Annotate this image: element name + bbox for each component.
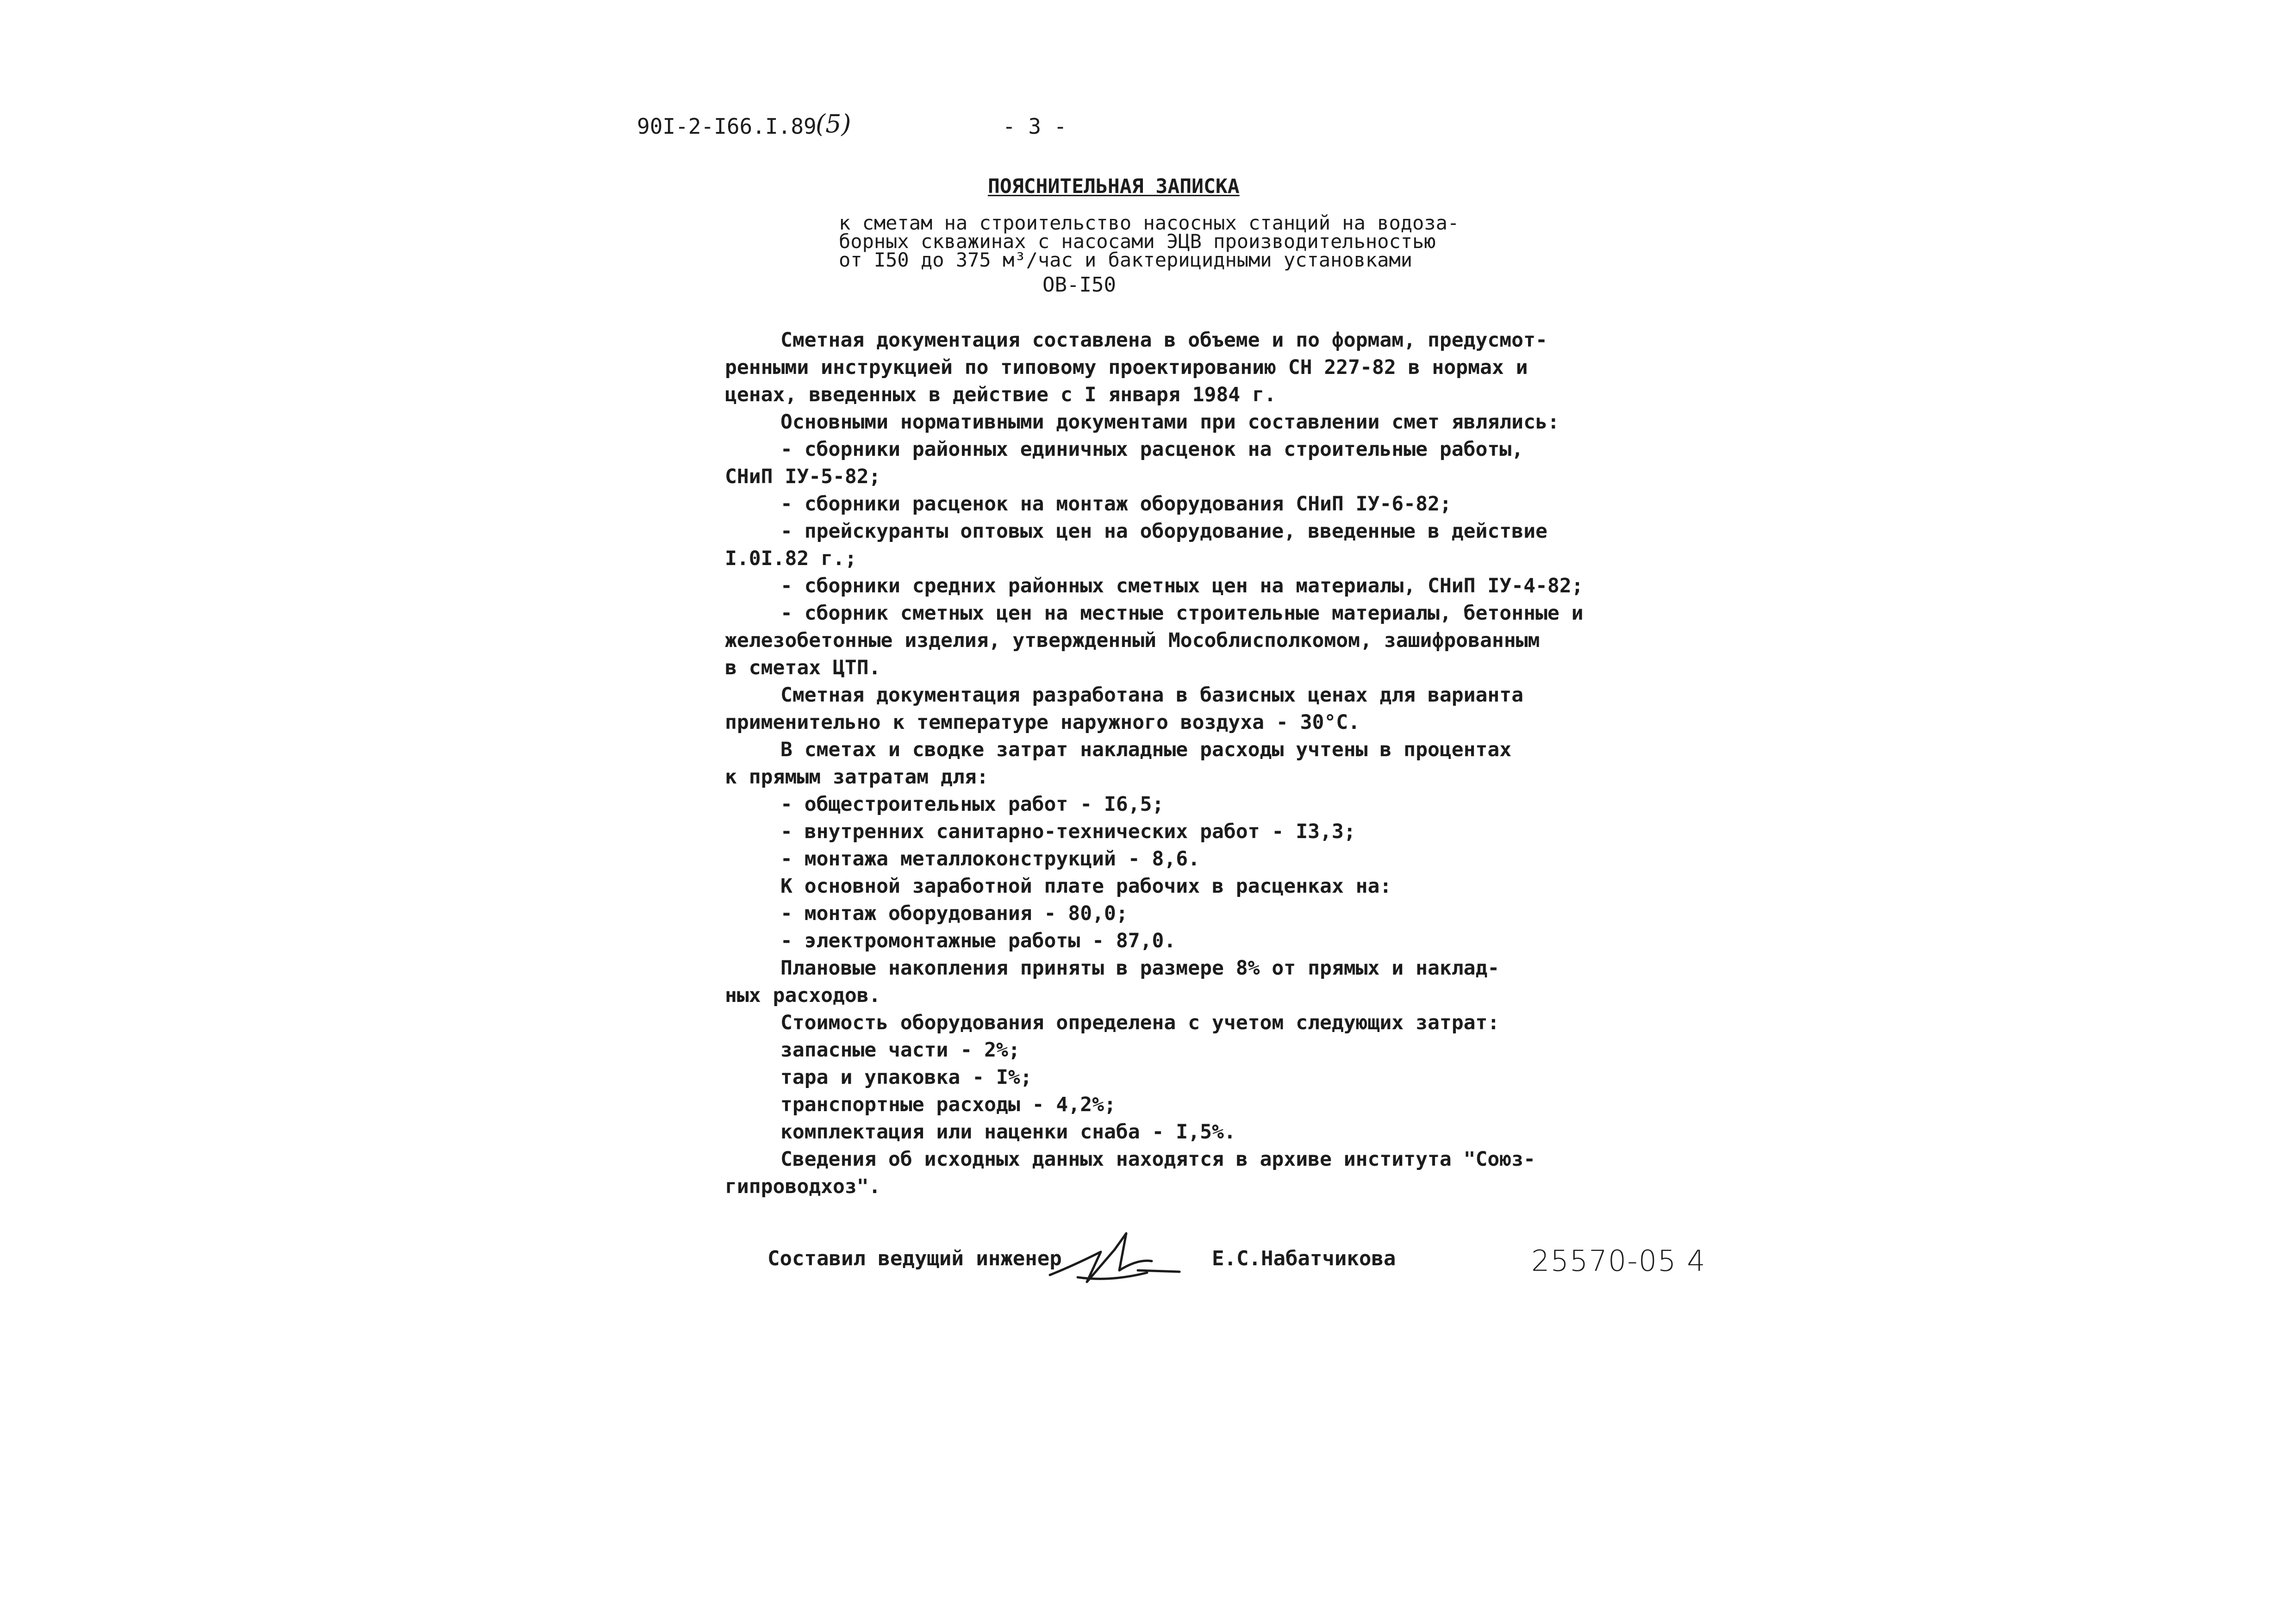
body-line: Стоимость оборудования определена с учетом следующих затрат: (780, 1011, 1500, 1034)
body-line: В сметах и сводке затрат накладные расходы учтены в процентах (780, 738, 1512, 761)
body-line: - внутренних санитарно-технических работ - I3,3; (780, 820, 1356, 843)
body-line: Сметная документация разработана в базисных ценах для варианта (780, 684, 1524, 707)
body-line: I.0I.82 г.; (725, 547, 857, 570)
body-line: - прейскуранты оптовых цен на оборудование, введенные в действие (780, 520, 1547, 543)
body-line: Основными нормативными документами при составлении смет являлись: (780, 410, 1560, 434)
body-line: железобетонные изделия, утвержденный Мособлисполкомом, зашифрованным (725, 629, 1540, 652)
page-number: - 3 - (1003, 114, 1067, 139)
body-line: комплектация или наценки снаба - I,5%. (780, 1120, 1236, 1144)
document-code: 90I-2-I66.I.89 (637, 114, 817, 139)
document-title: ПОЯСНИТЕЛЬНАЯ ЗАПИСКА (988, 175, 1240, 198)
signature-label: Составил ведущий инженер (767, 1247, 1062, 1270)
archive-number: 25570-05 4 (1531, 1244, 1706, 1278)
body-line: транспортные расходы - 4,2%; (780, 1093, 1116, 1116)
body-line: - общестроительных работ - I6,5; (780, 793, 1164, 816)
body-line: ценах, введенных в действие с I января 1984 г. (725, 383, 1276, 406)
body-line: - монтаж оборудования - 80,0; (780, 902, 1128, 925)
body-line: - электромонтажные работы - 87,0. (780, 929, 1176, 952)
body-line: - сборники средних районных сметных цен на материалы, СНиП IУ-4-82; (780, 574, 1584, 597)
body-line: К основной заработной плате рабочих в расценках на: (780, 875, 1392, 898)
body-line: ных расходов. (725, 984, 881, 1007)
body-line: к прямым затратам для: (725, 765, 989, 789)
body-line: Сведения об исходных данных находятся в архиве института "Союз- (780, 1148, 1535, 1171)
handwritten-mark: (5) (816, 109, 851, 138)
body-line: СНиП IУ-5-82; (725, 465, 881, 488)
subtitle-code: ОВ-I50 (1042, 273, 1116, 297)
subtitle-line: от I50 до 375 м³/час и бактерицидными установками (839, 249, 1413, 271)
signer-name: Е.С.Набатчикова (1212, 1247, 1396, 1270)
subtitle-line: к сметам на строительство насосных станций на водоза- (839, 211, 1460, 234)
body-line: в сметах ЦТП. (725, 656, 881, 679)
subtitle-line: борных скважинах с насосами ЭЦВ производительностью (839, 230, 1436, 253)
body-line: применительно к температуре наружного воздуха - 30°С. (725, 711, 1360, 734)
body-line: гипроводхоз". (725, 1175, 881, 1198)
body-line: - сборники районных единичных расценок на строительные работы, (780, 438, 1524, 461)
body-line: - монтажа металлоконструкций - 8,6. (780, 847, 1200, 871)
body-line: - сборник сметных цен на местные строительные материалы, бетонные и (780, 602, 1584, 625)
body-line: тара и упаковка - I%; (780, 1066, 1032, 1089)
body-line: ренными инструкцией по типовому проектированию СН 227-82 в нормах и (725, 356, 1528, 379)
body-line: - сборники расценок на монтаж оборудования СНиП IУ-6-82; (780, 492, 1452, 516)
body-line: Сметная документация составлена в объеме и по формам, предусмот- (780, 329, 1547, 352)
body-line: запасные части - 2%; (780, 1038, 1020, 1062)
body-line: Плановые накопления приняты в размере 8% от прямых и наклад- (780, 957, 1500, 980)
handwritten-signature (1045, 1226, 1184, 1287)
